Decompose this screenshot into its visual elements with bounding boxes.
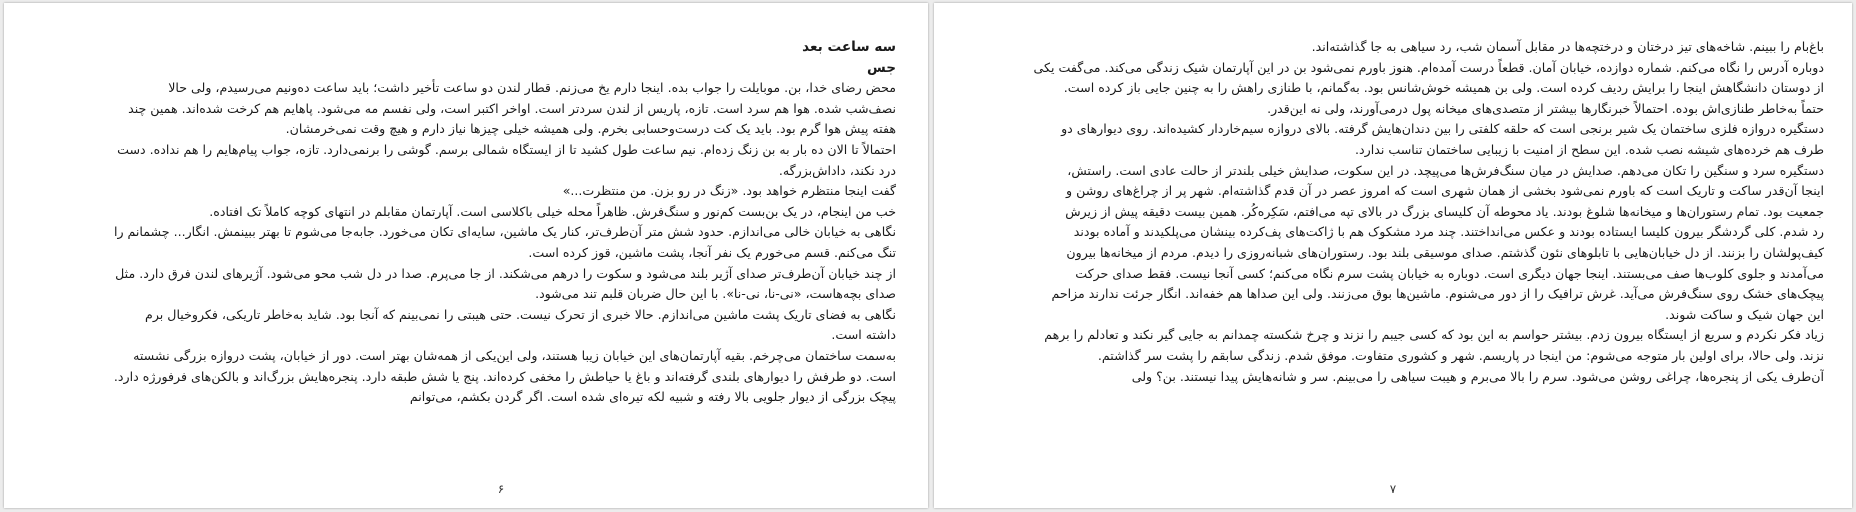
text-line: نزند. ولی حالا، برای اولین بار متوجه می‌شوم: من اینجا در پاریسم. شهر و کشوری متفاوت. موفق شدم. زندگی سابقم را پشت سر گذاشتم. [1097, 347, 1824, 363]
text-line: دستگیره سرد و سنگین را تکان می‌دهم. صدایش در میان سنگ‌فرش‌ها می‌پیچد. در این سکوت، صدایش خیلی بلندتر از حالت عادی است. راستش، [1067, 162, 1824, 178]
text-line: نصف‌شب شده. هوا هم سرد است. تازه، پاریس از لندن سردتر است. اواخر اکتبر است، ولی نفسم مه می‌شود. پاهایم هم کرخت شده‌اند. همین چند [128, 100, 896, 116]
text-line: گفت اینجا منتظرم خواهد بود. «زنگ در رو بزن. من منتظرت...» [562, 183, 896, 199]
text-line: کیف‌پولشان را بزنند. از دل خیابان‌هایی با تابلوهای نئون گذشتم. صدای موسیقی بلند بود. رستوران‌های شبانه‌روزی را دیدم. مردم از میخانه‌ها بیرون [1066, 244, 1824, 260]
text-line: طرف هم خرده‌های شیشه نصب شده. این سطح از امنیت با زیبایی ساختمان تناسب ندارد. [1355, 141, 1824, 157]
text-line: دستگیره دروازه فلزی ساختمان یک شیر برنجی است که حلقه کلفتی را بین دندان‌هایش گرفته. بالای دروازه سیم‌خاردار کشیده‌اند. روی دیوارهای دو [1061, 121, 1824, 137]
text-line: به‌سمت ساختمان می‌چرخم. بقیه آپارتمان‌های این خیابان زیبا هستند، ولی این‌یکی از همه‌شان بهتر است. دور از خیابان، پشت دروازه بزرگی نشسته [133, 347, 896, 363]
chapter-title: سه ساعت بعد [802, 39, 896, 55]
text-line: زیاد فکر نکردم و سریع از ایستگاه بیرون زدم. بیشتر حواسم به این بود که کسی جیبم را نزند و چرخ شکسته چمدانم به جایی گیر نکند و تعادلم را برهم [1044, 327, 1824, 343]
text-line: خب من اینجام، در یک بن‌بست کم‌نور و سنگ‌فرش. ظاهراً محله خیلی باکلاسی است. آپارتمان مقابلم در انتهای کوچه کاملاً تک افتاده. [209, 203, 896, 219]
text-line: پیچک بزرگی از دیوار جلویی بالا رفته و شبیه لکه تیره‌ای شده است. اگر گردن بکشم، می‌توانم [409, 389, 896, 405]
left-page-text [96, 37, 896, 408]
page-number-left: ۶ [497, 482, 505, 496]
right-page [934, 3, 1852, 508]
page-number-right: ۷ [1389, 482, 1397, 496]
text-line: حتماً به‌خاطر طنازی‌اش بوده. احتمالاً خبرنگارها بیشتر از متصدی‌های میخانه پول درمی‌آورند، ولی نه این‌قدر. [1267, 100, 1824, 116]
right-page-text [964, 37, 1824, 387]
text-line: جمعیت بود. تمام رستوران‌ها و میخانه‌ها شلوغ بودند. یاد محوطه آن کلیسای بزرگ در بالای تپه می‌افتم، سَکِره‌کُر. همین بیست دقیقه پیش از زیرش [1065, 203, 1824, 219]
text-line: رد شدم. کلی گردشگر بیرون کلیسا ایستاده بودند و عکس می‌انداختند. چند مرد مشکوک هم با ژاکت‌های پف‌کرده بینشان می‌پلکیدند و آماده بودند [1073, 224, 1824, 240]
text-line: داشته است. [831, 327, 896, 343]
text-line: احتمالاً تا الان ده بار به بن زنگ زده‌ام. نیم ساعت طول کشید تا از ایستگاه شمالی برسم. گوشی را برنمی‌دارد. تازه، جواب پیام‌هایم را هم نداده. دست [117, 141, 896, 157]
text-line: می‌آمدند و جلوی کلوب‌ها صف می‌بستند. اینجا جهان دیگری است. دوباره به خیابان پشت سرم نگاه می‌کنم؛ کسی آنجا نیست. فقط صدای حرکت [1075, 265, 1824, 281]
text-line: پیچک‌های خشک روی سنگ‌فرش می‌آید. غرش ترافیک را از دور می‌شنوم. ماشین‌ها بوق می‌زنند. ولی این صداها هم خفه‌اند. انگار جرئت ندارند مزاحم [1051, 286, 1824, 302]
text-line: این جهان شیک و ساکت شوند. [1665, 306, 1824, 322]
text-line: دوباره آدرس را نگاه می‌کنم. شماره دوازده، خیابان آمان. قطعاً درست آمده‌ام. هنوز باورم نمی‌شود بن در این آپارتمان شیک زندگی می‌کند. می‌گفت یکی [1033, 59, 1824, 75]
left-page [4, 3, 928, 508]
text-line: محض رضای خدا، بن. موبایلت را جواب بده. اینجا دارم یخ می‌زنم. قطار لندن دو ساعت تأخیر داشت؛ باید ساعت ده‌ونیم می‌رسیدم، ولی حالا [168, 80, 896, 96]
chapter-subtitle: جس [866, 59, 896, 76]
text-line: از چند خیابان آن‌طرف‌تر صدای آژیر بلند می‌شود و سکوت را درهم می‌شکند. از جا می‌پرم. صدا در دل شب محو می‌شود. آژیرهای لندن فرق دارد. مثل [115, 265, 896, 281]
text-line: باغ‌بام را ببینم. شاخه‌های تیز درختان و درختچه‌ها در مقابل آسمان شب، رد سیاهی به جا گذاشته‌اند. [1311, 39, 1824, 54]
text-line: نگاهی به فضای تاریک پشت ماشین می‌اندازم. حالا خبری از تحرک نیست. حتی هیبتی را نمی‌بینم که آنجا بود. شاید به‌خاطر تاریکی، فکروخیال برم [145, 306, 896, 322]
text-line: از دوستان دانشگاهش اینجا را برایش ردیف کرده است. ولی بن همیشه خوش‌شانس بود. به‌گمانم، با طنازی راهش را به چنین جایی باز کرده است. [1063, 80, 1824, 96]
text-line: صدای بچه‌هاست، «نی-نا، نی-نا». با این حال ضربان قلبم تند می‌شود. [535, 286, 896, 302]
text-line: درد نکند، داداش‌بزرگه. [778, 162, 896, 178]
text-line: تنگ می‌کنم. قسم می‌خورم یک نفر آنجا، پشت ماشین، قوز کرده است. [528, 244, 896, 260]
text-line: نگاهی به خیابان خالی می‌اندازم. حدود شش متر آن‌طرف‌تر، کنار یک ماشین، سایه‌ای تکان می‌خورد. جابه‌جا می‌شوم تا بهتر ببینمش. انگار... چشمانم را [113, 224, 896, 240]
text-line: هفته پیش هوا گرم بود. باید یک کت درست‌وحسابی بخرم. ولی همیشه خیلی چیزها نیاز دارم و هیچ وقت نمی‌خرمشان. [285, 121, 896, 137]
text-line: است. دو طرفش را دیوارهای بلندی گرفته‌اند و باغ یا حیاطش را مخفی کرده‌اند. پنج یا شش طبقه دارد. پنجره‌هایش بزرگ‌اند و بالکن‌های فرفورژه دارد. [113, 368, 896, 384]
text-line: آن‌طرف یکی از پنجره‌ها، چراغی روشن می‌شود. سرم را بالا می‌برم و هیبت سیاهی را می‌بینم. سر و شانه‌هایش پیدا نیستند. بن؟ ولی [1131, 368, 1824, 384]
text-line: اینجا آن‌قدر ساکت و تاریک است که باورم نمی‌شود بخشی از همان شهری است که امروز عصر در آن قدم گذاشته‌ام. شهر پر از چراغ‌های روشن و [1066, 183, 1824, 199]
